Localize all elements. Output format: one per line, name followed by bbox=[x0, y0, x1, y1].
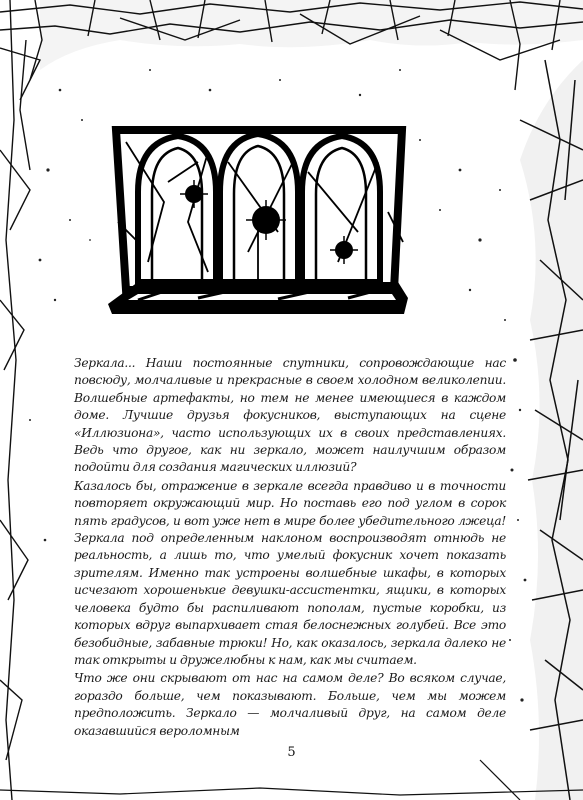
paragraph: Что же они скрывают от нас на самом деле? Во всяком случае, гораздо больше, чем показывают. Больше, чем мы можем предположить. Зеркало — молчаливый друг, на самом деле оказавшийся вероломным bbox=[74, 671, 506, 738]
body-text bbox=[74, 355, 506, 741]
paragraph: Казалось бы, отражение в зеркале всегда правдиво и в точности повторяет окружающий мир. Но поставь его под углом в сорок пять градусов, и вот уже нет в мире более убедительного лжеца! Зеркала под определенным наклоном воспроизводят отнюдь не реальность, а лишь то, что умелый фокусник хочет показать зрителям. Именно так устроены волшебные шкафы, в которых исчезают хорошенькие девушки-ассистентки, ящики, в которых человека будто бы распиливают пополам, пустые коробки, из которых вдруг выпархивает стая белоснежных голубей. Все это безобидные, забавные трюки! Но, как оказалось, зеркала далеко не так открыты и дружелюбны к нам, как мы считаем. bbox=[74, 478, 506, 667]
page-number: 5 bbox=[287, 745, 296, 760]
triple-arch-mirror-illustration bbox=[108, 122, 410, 314]
paragraph: Зеркала... Наши постоянные спутники, сопровождающие нас повсюду, молчаливые и прекрасные в своем холодном великолепии. Волшебные артефакты, но тем не менее имеющиеся в каждом доме. Лучшие друзья фокусников, выступающих на сцене «Иллюзиона», часто использующих их в своих представлениях. Ведь что другое, как ни зеркало, может наилучшим образом подойти для создания магических иллюзий? bbox=[74, 356, 506, 475]
